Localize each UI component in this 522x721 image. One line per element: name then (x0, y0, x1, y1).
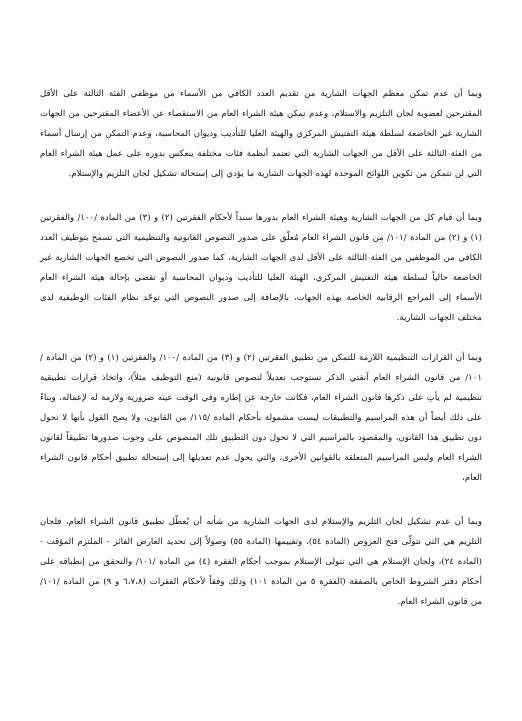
document-body (40, 84, 482, 634)
paragraph: وبما أن قيام كل من الجهات الشارية وهيئة الشراء العام بدورها سنداً لأحكام الفقرتين (٢) و (٣) من المادة /١٠٠/ والفقرتين (١) و (٢) من المادة /١٠١/ من قانون الشراء العام مُعلّق على صدور النصوص القانونية والتنظيمية التي تسمح بتوظيف العدد الكافي من الموظفين من الفئة الثالثة على الأقل لدى الجهات الشارية، كما صدور النصوص التي تخضع الجهات الشارية غير الخاضعة حالياً لسلطة هيئة التفتيش المركزي، الهيئة العليا للتأديب وديوان المحاسبة أو تقضي بإحالة هيئة الشراء العام الأسماء إلى المراجع الرقابية الخاصة بهذه الجهات، بالإضافة إلى صدور النصوص التي توحّد نظام الفئات الوظيفية لدى مختلف الجهات الشارية. (40, 213, 482, 323)
paragraph: وبما أن عدم تمكن معظم الجهات الشارية من تقديم العدد الكافي من الأسماء من موظفي الفئة الثالثة على الأقل المقترحين لعضوية لجان التلزيم والاستلام، وعدم تمكن هيئة الشراء العام من الاستقصاء عن الأعضاء المقترحين من الجهات الشارية غير الخاضعة لسلطة هيئة التفتيش المركزي والهيئة العليا للتأديب وديوان المحاسبة، وعدم التمكن من إرسال أسماء من الفئة الثالثة على الأقل من الجهات الشارية التي تعتمد أنظمة فئات مختلفة ينعكس بدوره على عمل هيئة الشراء العام التي لن تتمكن من تكوين اللوائح الموحدة لهذه الجهات الشارية ما يؤدي إلى إستحالة تشكيل لجان التلزيم والإستلام. (40, 89, 482, 179)
paragraph: وبما أن القرارات التنظيمية اللازمة للتمكن من تطبيق الفقرتين (٢) و (٣) من المادة /١٠٠/ والفقرتين (١) و (٢) من المادة /١٠١/ من قانون الشراء العام آنفتي الذكر تستوجب تعديلاً لنصوص قانونية (منع التوظيف مثلاً)، واتخاذ قرارات تطبيقية تنظيمية لم يأتِ على ذكرها قانون الشراء العام، فكانت خارجة عن إطاره وفي الوقت عينه ضرورية ولازمة له لإعماله، وبناءً على ذلك أيضاً أن هذه المراسيم والتطبيقات ليست مشمولة بأحكام المادة /١١٥/ من القانون، ولا يصح القول بأنها لا تحول دون تطبيق هذا القانون، والمقصود بالمراسيم التي لا تحول دون التطبيق تلك المنصوص على وجوب صدورها تطبيقاً لقانون الشراء العام وليس المراسيم المتعلقة بالقوانين الأخرى، والتي يحول عدم تعديلها إلى إستحالة تطبيق أحكام قانون الشراء العام، (40, 353, 482, 483)
paragraph: وبما أن عدم تشكيل لجان التلزيم والإستلام لدى الجهات الشارية من شأنه أن يُعطّل تطبيق قانون الشراء العام، فلجان التلزيم هي التي تتولّى فتح العروض (المادة ٥٤)، وتقييمها (المادة ٥٥) وصولاً إلى تحديد العارض الفائز - الملتزم المؤقت - (المادة ٢٤)، ولجان الإستلام هي التي تتولى الإستلام بموجب أحكام الفقرة (٤) من المادة /١٠١/ والتحقق من إنطباقه على أحكام دفتر الشروط الخاص بالصفقة (الفقرة ٥ من المادة ١٠١) وذلك وفقاً لأحكام الفقرات (٦،٧،٨ و ٩) من المادة /١٠١/ من قانون الشراء العام. (40, 517, 482, 607)
